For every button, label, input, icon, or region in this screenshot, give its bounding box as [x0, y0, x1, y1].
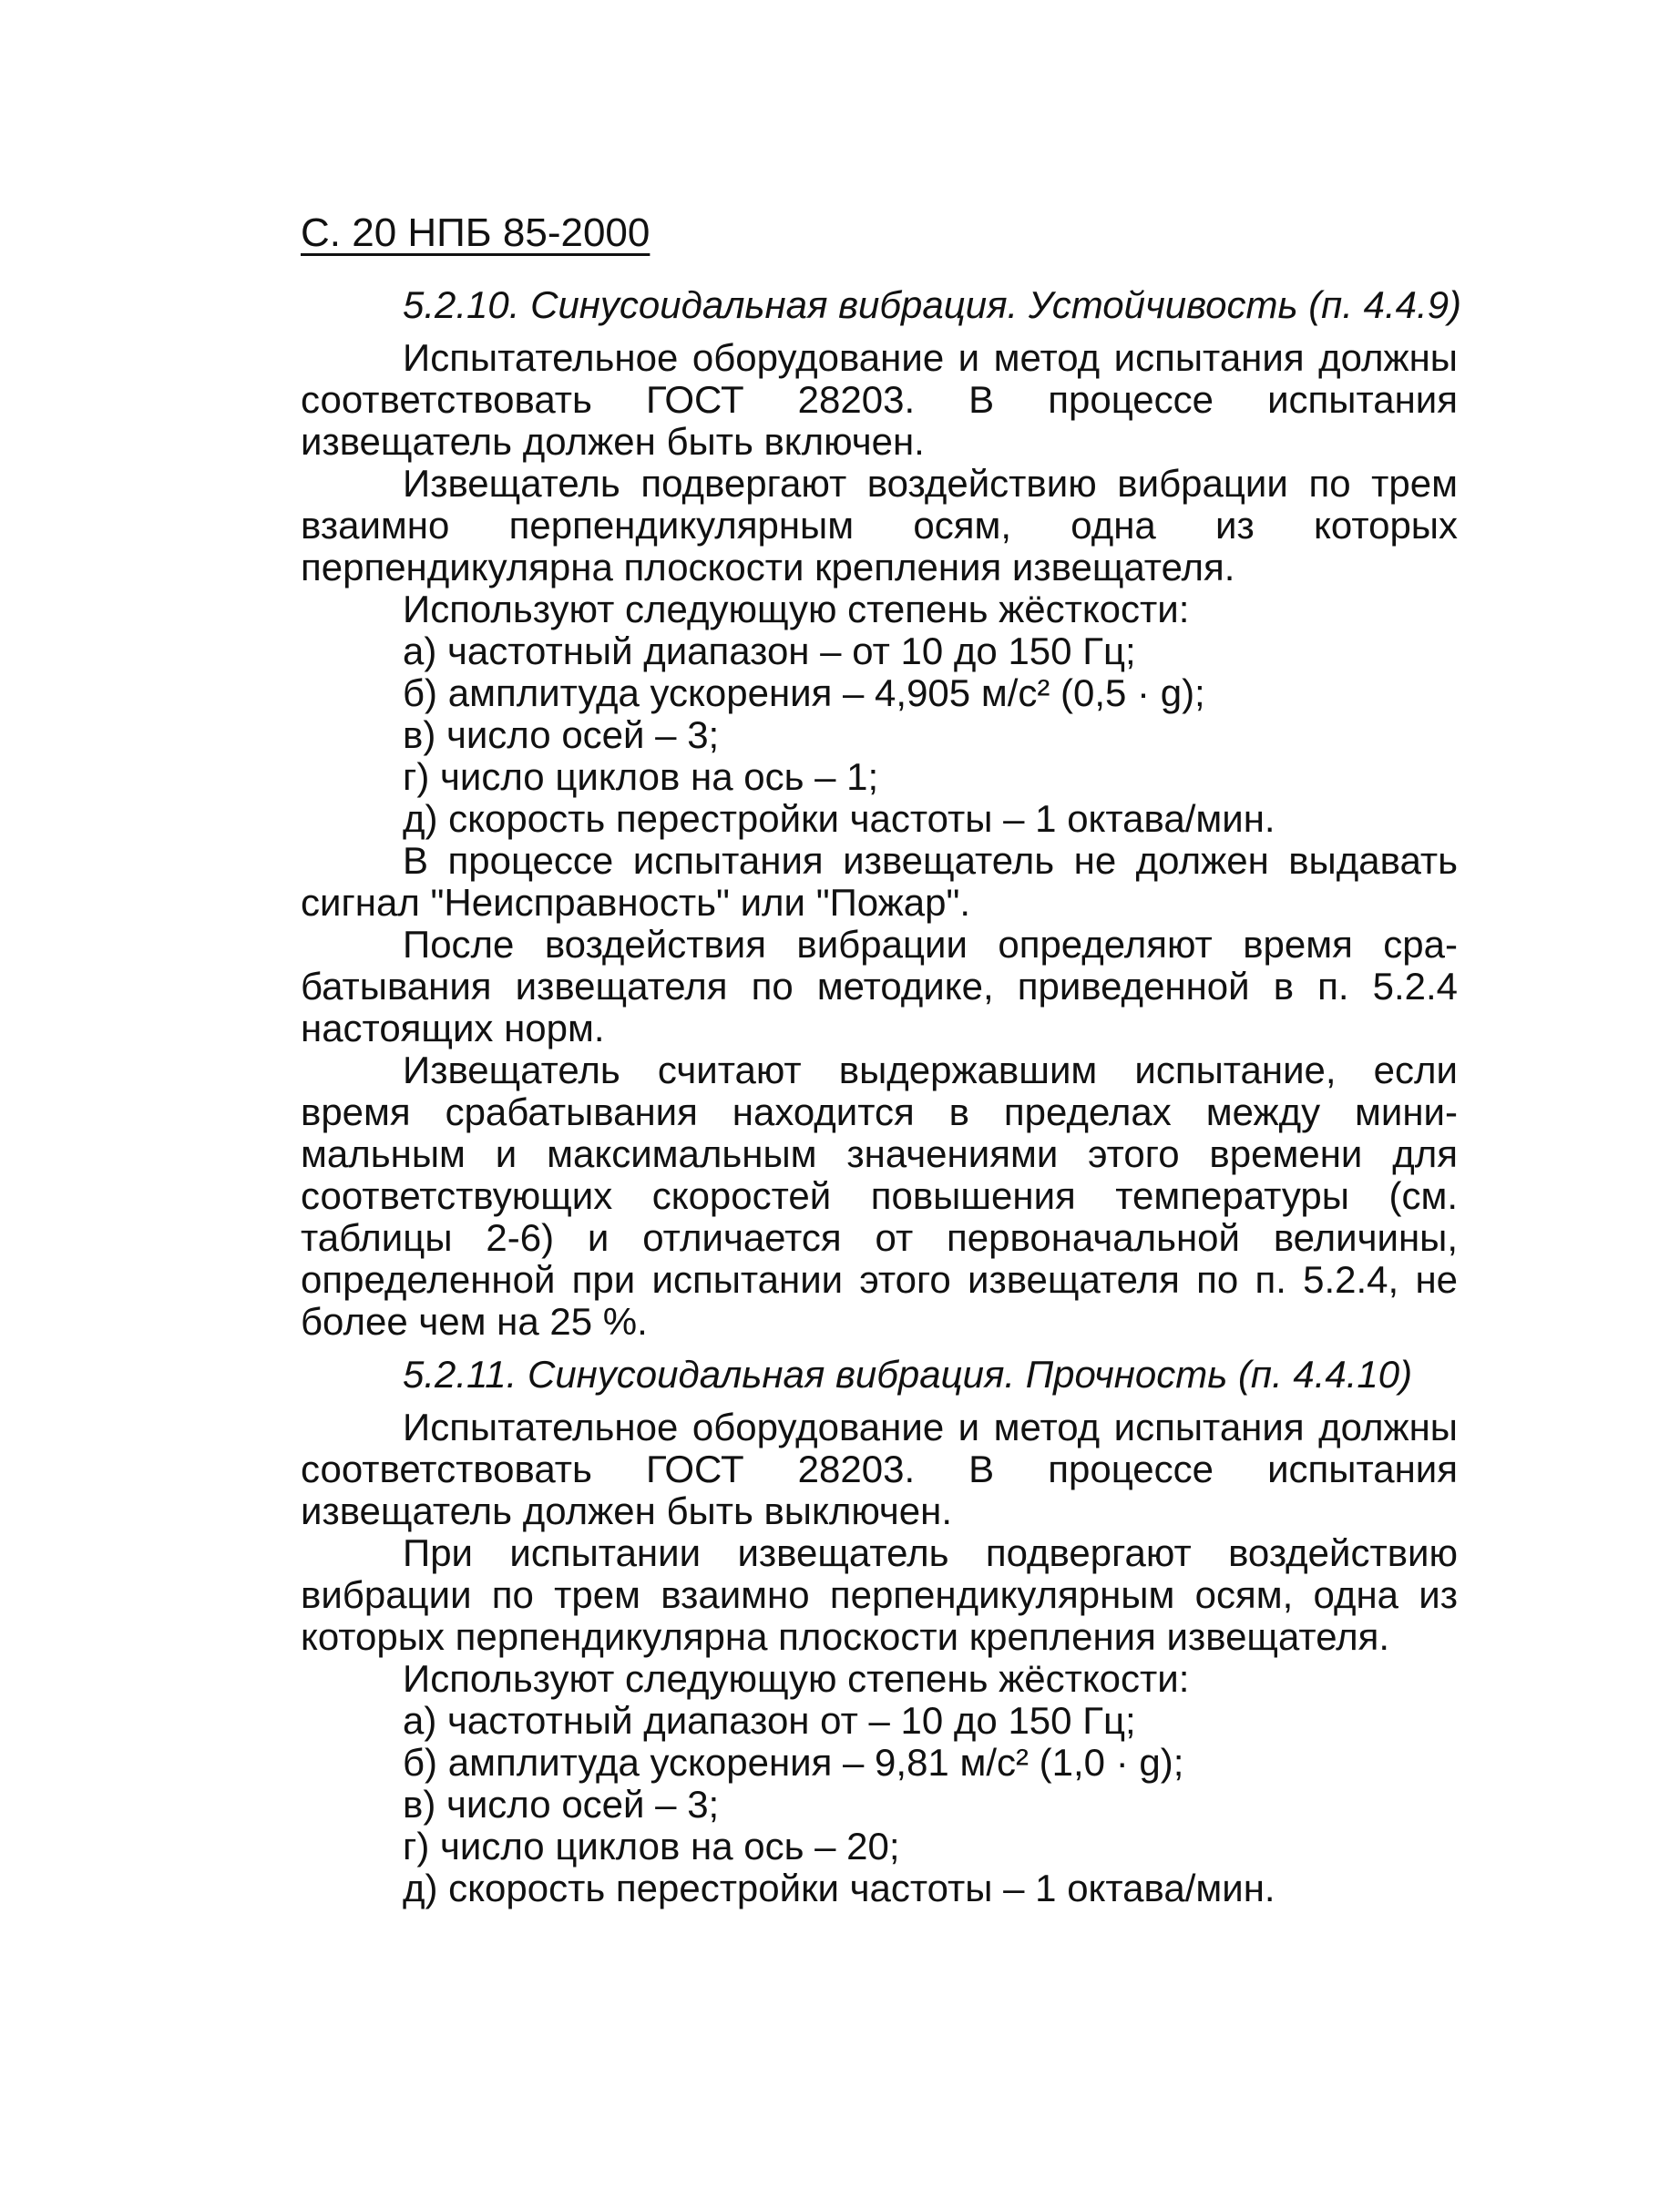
list-item: д) скорость перестройки частоты – 1 октава/мин.	[403, 1867, 1275, 1909]
list-intro: Используют следующую степень жёсткости:	[403, 588, 1190, 630]
section-title: 5.2.11. Синусоидальная вибрация. Прочность (п. 4.4.10)	[403, 1353, 1413, 1396]
list-item: б) амплитуда ускорения – 4,905 м/с² (0,5 · g);	[403, 671, 1205, 714]
list-item: а) частотный диапазон – от 10 до 150 Гц;	[403, 629, 1136, 672]
paragraph: Испытательное оборудование и метод испытания должны соответствовать ГОСТ 28203. В процессе испытания извещатель должен быть включен.	[301, 336, 1458, 463]
section-5-2-10	[301, 283, 1462, 1343]
list-item: в) число осей – 3;	[403, 713, 720, 756]
paragraph: Испытательное оборудование и метод испытания должны соответствовать ГОСТ 28203. В процессе испытания извещатель должен быть выключен.	[301, 1406, 1458, 1532]
list-item: д) скорость перестройки частоты – 1 октава/мин.	[403, 797, 1275, 840]
paragraph: В процессе испытания извещатель не должен выдавать сигнал "Неисправность" или "Пожар".	[301, 839, 1458, 924]
running-head: С. 20 НПБ 85-2000	[301, 210, 650, 255]
paragraph: Извещатель считают выдержавшим испытание, если время срабатывания находится в пределах между минимальным и максимальным значениями этого времени для соответствующих скоростей повышения температуры (см. таблицы 2-6) и отличается от первоначальной величины, определенной при испытании этого извещателя по п. 5.2.4, не более чем на 25 %.	[301, 1049, 1458, 1343]
requirements-list	[301, 630, 1458, 840]
paragraph: Извещатель подвергают воздействию вибрации по трем взаимно перпендикулярным осям, одна из которых перпендикулярна плоскости крепления извещателя.	[301, 462, 1458, 588]
list-intro: Используют следующую степень жёсткости:	[403, 1657, 1190, 1700]
paragraph: После воздействия вибрации определяют время срабатывания извещателя по методике, приведенной в п. 5.2.4 настоящих норм.	[301, 923, 1458, 1049]
list-item: а) частотный диапазон от – 10 до 150 Гц;	[403, 1699, 1136, 1742]
requirements-list	[301, 1700, 1458, 1909]
list-item: г) число циклов на ось – 1;	[403, 755, 879, 798]
section-title: 5.2.10. Синусоидальная вибрация. Устойчивость (п. 4.4.9)	[403, 283, 1462, 326]
paragraph: При испытании извещатель подвергают воздействию вибрации по трем взаимно перпендикулярным осям, одна из которых перпендикулярна плоскости крепления извещателя.	[301, 1531, 1458, 1658]
document-page	[301, 208, 1462, 1909]
list-item: в) число осей – 3;	[403, 1783, 720, 1826]
list-item: б) амплитуда ускорения – 9,81 м/с² (1,0 · g);	[403, 1741, 1184, 1784]
section-5-2-11	[301, 1354, 1458, 1909]
list-item: г) число циклов на ось – 20;	[403, 1825, 900, 1868]
